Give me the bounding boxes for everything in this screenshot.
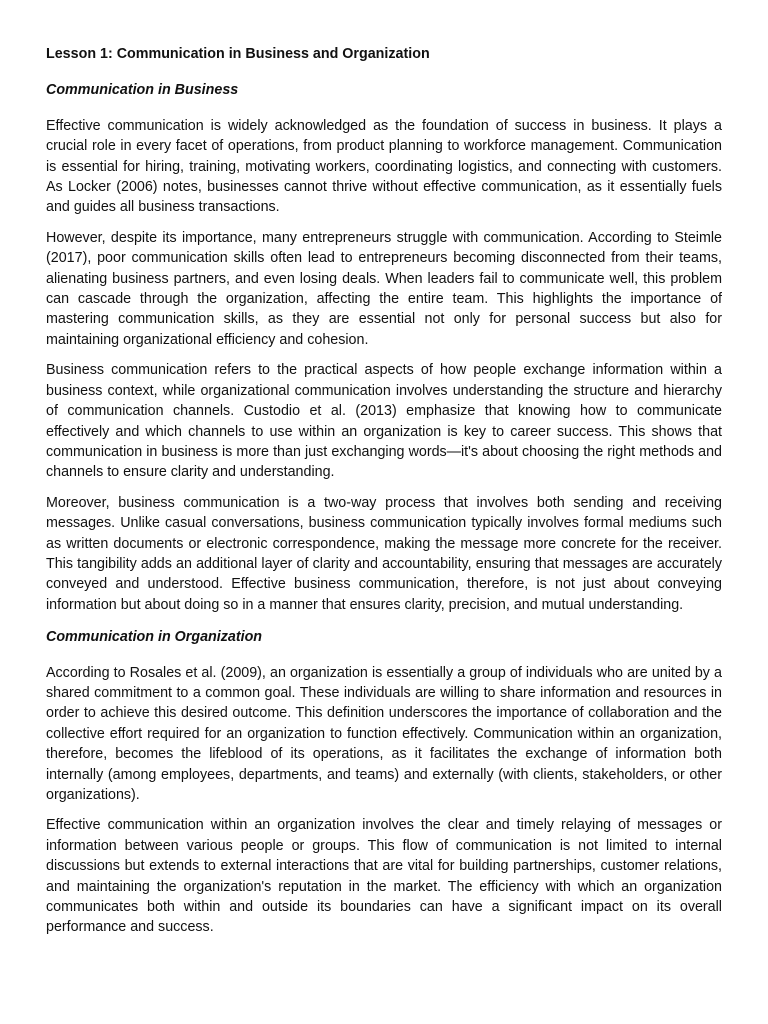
paragraph: Effective communication within an organization involves the clear and timely relaying of messages or information between various people or groups. This flow of communication is not limited to internal discussions but extends to external interactions that are vital for building partnerships, customer relations, and maintaining the organization's reputation in the market. The efficiency with which an organization communicates both within and outside its boundaries can have a significant impact on its overall performance and success. bbox=[46, 817, 722, 936]
lesson-title: Lesson 1: Communication in Business and Organization bbox=[46, 46, 430, 62]
paragraph: However, despite its importance, many entrepreneurs struggle with communication. According to Steimle (2017), poor communication skills often lead to entrepreneurs becoming disconnected from their teams, alienating business partners, and even losing deals. When leaders fail to communicate well, this problem can cascade through the organization, affecting the entire team. This highlights the importance of mastering communication skills, as they are essential not only for personal success but also for maintaining organizational efficiency and cohesion. bbox=[46, 229, 722, 348]
section-heading-organization: Communication in Organization bbox=[46, 629, 263, 646]
paragraph: Effective communication is widely acknowledged as the foundation of success in business. It plays a crucial role in every facet of operations, from product planning to workforce management. Communication is essential for hiring, training, motivating workers, coordinating logistics, and connecting with customers. As Locker (2006) notes, businesses cannot thrive without effective communication, as it essentially fuels and guides all business transactions. bbox=[46, 117, 722, 216]
paragraph: Moreover, business communication is a two-way process that involves both sending and receiving messages. Unlike casual conversations, business communication typically involves formal mediums such as written documents or electronic correspondence, making the message more concrete for the receiver. This tangibility adds an additional layer of clarity and accountability, ensuring that messages are accurately conveyed and understood. Effective business communication, therefore, is not just about conveying information but about doing so in a manner that ensures clarity, precision, and mutual understanding. bbox=[46, 494, 722, 613]
section-heading-business: Communication in Business bbox=[46, 82, 239, 99]
paragraph: Business communication refers to the practical aspects of how people exchange information within a business context, while organizational communication involves understanding the structure and hierarchy of communication channels. Custodio et al. (2013) emphasize that knowing how to communicate effectively and which channels to use within an organization is key to career success. This shows that communication in business is more than just exchanging words—it's about choosing the right methods and channels to ensure clarity and understanding. bbox=[46, 362, 722, 481]
document-page bbox=[46, 44, 722, 948]
paragraph: According to Rosales et al. (2009), an organization is essentially a group of individuals who are united by a shared commitment to a common goal. These individuals are willing to share information and resources in order to achieve this desired outcome. This definition underscores the importance of collaboration and the collective effort required for an organization to function effectively. Communication within an organization, therefore, becomes the lifeblood of its operations, as it facilitates the exchange of information both internally (among employees, departments, and teams) and externally (with clients, stakeholders, or other organizations). bbox=[46, 664, 722, 803]
